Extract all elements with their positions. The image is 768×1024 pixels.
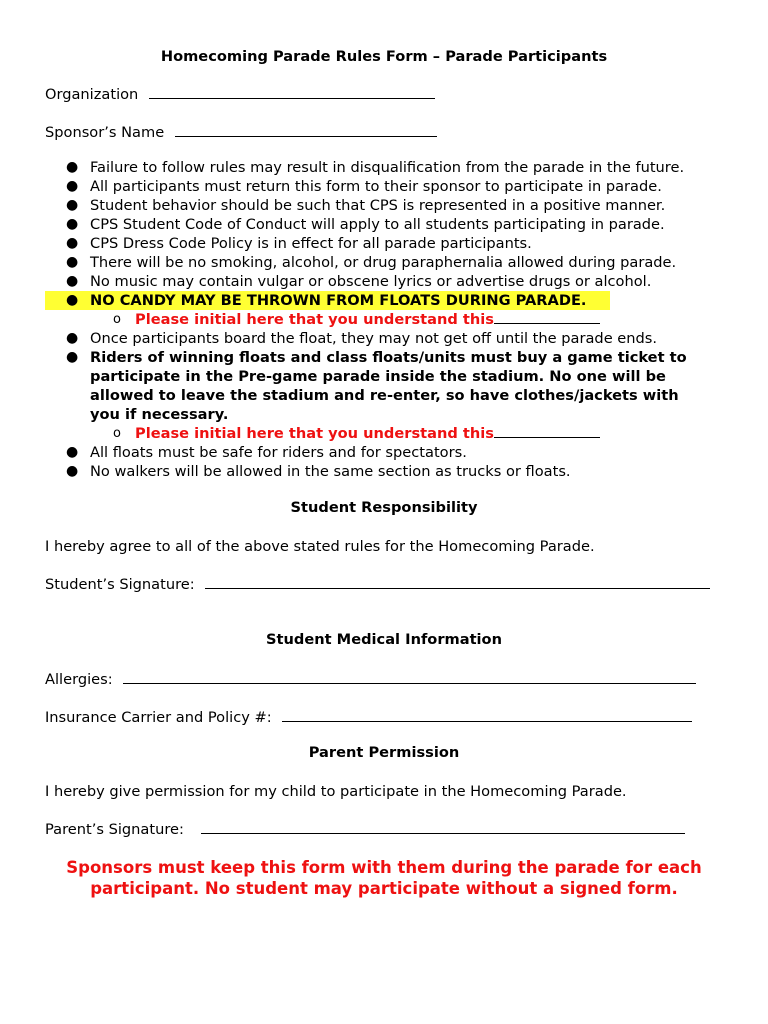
bullet-icon: ●: [66, 463, 79, 479]
footer-notice-line-1: Sponsors must keep this form with them during the parade for each: [66, 858, 702, 877]
bullet-icon: ●: [66, 444, 79, 460]
initial-item: o Please initial here that you understand this: [45, 424, 725, 443]
rules-list: [45, 158, 725, 481]
list-item: ● No walkers will be allowed in the same section as trucks or floats.: [66, 463, 571, 480]
sub-bullet-icon: o: [113, 426, 121, 441]
list-item: ● All participants must return this form to their sponsor to participate in parade.: [66, 178, 662, 195]
bullet-icon: ●: [66, 254, 79, 270]
bullet-icon: ●: [66, 216, 79, 232]
list-item: ● Riders of winning floats and class floats/units must buy a game ticket to participate in the Pre-game parade inside the stadium. No one will be allowed to leave the stadium and re-enter, so have clothes/jackets with you if necessary.: [66, 349, 687, 423]
allergies-blank[interactable]: [123, 670, 696, 684]
parent-permission-text: I hereby give permission for my child to participate in the Homecoming Parade.: [45, 783, 627, 800]
parent-signature-blank[interactable]: [201, 820, 685, 834]
allergies-field[interactable]: [45, 670, 696, 688]
allergies-label: Allergies:: [45, 671, 113, 688]
student-agreement-text: I hereby agree to all of the above stated rules for the Homecoming Parade.: [45, 538, 595, 555]
bullet-icon: ●: [66, 197, 79, 213]
bullet-icon: ●: [66, 235, 79, 251]
list-item: ● Failure to follow rules may result in disqualification from the parade in the future.: [66, 159, 685, 176]
student-signature-field[interactable]: [45, 575, 710, 593]
list-item: ● Once participants board the float, they may not get off until the parade ends.: [66, 330, 658, 347]
student-signature-label: Student’s Signature:: [45, 576, 195, 593]
bullet-icon: ●: [66, 330, 79, 346]
organization-field[interactable]: [45, 85, 435, 103]
list-item: ● CPS Student Code of Conduct will apply to all students participating in parade.: [66, 216, 665, 233]
list-item: ● CPS Dress Code Policy is in effect for all parade participants.: [66, 235, 532, 252]
organization-label: Organization: [45, 86, 139, 103]
bullet-icon: ●: [66, 349, 79, 365]
student-responsibility-heading: Student Responsibility: [290, 499, 478, 516]
medical-heading: Student Medical Information: [266, 631, 502, 648]
initial-blank[interactable]: [494, 310, 600, 324]
parent-signature-label: Parent’s Signature:: [45, 821, 184, 838]
page-title: Homecoming Parade Rules Form – Parade Participants: [160, 48, 608, 65]
bullet-icon: ●: [66, 292, 79, 308]
bullet-icon: ●: [66, 178, 79, 194]
sponsor-name-blank[interactable]: [175, 123, 437, 137]
sponsor-name-label: Sponsor’s Name: [45, 124, 165, 141]
parent-signature-field[interactable]: [45, 820, 685, 838]
parent-permission-heading: Parent Permission: [308, 744, 460, 761]
sponsor-name-field[interactable]: [45, 123, 437, 141]
bullet-icon: ●: [66, 273, 79, 289]
list-item: ● All floats must be safe for riders and for spectators.: [66, 444, 467, 461]
student-signature-blank[interactable]: [205, 575, 710, 589]
organization-blank[interactable]: [149, 85, 435, 99]
insurance-label: Insurance Carrier and Policy #:: [45, 709, 272, 726]
footer-notice-line-2: participant. No student may participate without a signed form.: [90, 879, 678, 898]
list-item: ● Student behavior should be such that CPS is represented in a positive manner.: [66, 197, 666, 214]
insurance-field[interactable]: [45, 708, 692, 726]
sub-bullet-icon: o: [113, 312, 121, 327]
list-item: ● There will be no smoking, alcohol, or drug paraphernalia allowed during parade.: [66, 254, 677, 271]
list-item-candy-rule: ● NO CANDY MAY BE THROWN FROM FLOATS DURING PARADE.: [45, 291, 610, 310]
initial-item: o Please initial here that you understand this: [45, 310, 725, 329]
bullet-icon: ●: [66, 159, 79, 175]
initial-blank[interactable]: [494, 424, 600, 438]
insurance-blank[interactable]: [282, 708, 692, 722]
list-item: ● No music may contain vulgar or obscene lyrics or advertise drugs or alcohol.: [66, 273, 652, 290]
